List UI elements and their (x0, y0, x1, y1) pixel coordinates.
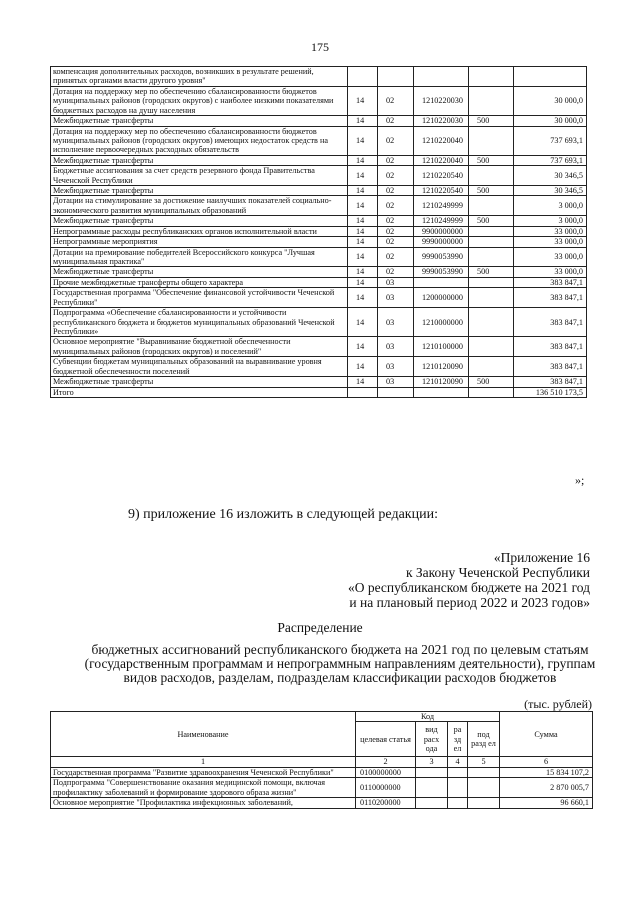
table-row: Межбюджетные трансферты 14 02 1210220040 500 737 693,1 (51, 155, 587, 165)
row-name: компенсация дополнительных расходов, возникших в результате решений, принятых органами власти другого уровня" (51, 67, 348, 87)
table-row: Дотации на премирование победителей Всероссийского конкурса "Лучшая муниципальная практика" 14 02 9990053990 33 000,0 (51, 247, 587, 267)
distribution-table (50, 711, 593, 809)
document-subtitle: бюджетных ассигнований республиканского бюджета на 2021 год по целевым статьям (государственным программам и непрограммным направлениям деятельности), группам видов расходов, разделам, подразделам классификации расходов бюджетов (84, 642, 596, 686)
row-name: Подпрограмма «Обеспечение сбалансированности и устойчивости республиканского бюджета и бюджетов муниципальных образований Чеченской Республики» (51, 308, 348, 337)
table-row: Субвенции бюджетам муниципальных образований на выравнивание уровня бюджетной обеспеченности поселений 14 03 1210120090 383 847,1 (51, 357, 587, 377)
page-number: 175 (311, 40, 329, 54)
units-label: (тыс. рублей) (524, 697, 592, 711)
row-name: Межбюджетные трансферты (51, 377, 348, 387)
row-name: Дотация на поддержку мер по обеспечению сбалансированности бюджетов муниципальных районов (городских округов) с наиболее низкими показателями бюджетных расходов на душу населения (51, 86, 348, 115)
table-row: Межбюджетные трансферты 14 02 1210249999 500 3 000,0 (51, 216, 587, 226)
row-name: Основное мероприятие "Профилактика инфекционных заболеваний, (51, 798, 356, 808)
header-code: Код (356, 712, 500, 722)
row-name: Основное мероприятие "Выравнивание бюджетной обеспеченности муниципальных районов (городских округов) и поселений" (51, 337, 348, 357)
table-header-row (51, 712, 593, 722)
header-sum: Сумма (500, 712, 593, 757)
row-name: Межбюджетные трансферты (51, 155, 348, 165)
appendix-line: «Приложение 16 (493, 550, 590, 565)
table-row: Государственная программа "Обеспечение финансовой устойчивости Чеченской Республики" 14 03 1200000000 383 847,1 (51, 288, 587, 308)
budget-table-continued (50, 66, 587, 398)
row-name: Межбюджетные трансферты (51, 116, 348, 126)
table-row: Дотация на поддержку мер по обеспечению сбалансированности бюджетов муниципальных районов (городских округов) с наиболее низкими показателями бюджетных расходов на душу населения 14 02 1210220030 30 000,0 (51, 86, 587, 115)
table-row: Межбюджетные трансферты 14 03 1210120090 500 383 847,1 (51, 377, 587, 387)
table-row (51, 67, 587, 87)
table-row: Государственная программа "Развитие здравоохранения Чеченской Республики" 0100000000 15 834 107,2 (51, 767, 593, 777)
row-name: Прочие межбюджетные трансферты общего характера (51, 277, 348, 287)
row-name: Межбюджетные трансферты (51, 186, 348, 196)
row-name: Итого (51, 387, 348, 397)
table-row: Дотация на поддержку мер по обеспечению сбалансированности бюджетов муниципальных районов (городских округов) имеющих недостаток средств на исполнение первоочередных расходных обязательств 14 02 1210220040 737 693,1 (51, 126, 587, 155)
appendix-line: к Закону Чеченской Республики (405, 565, 590, 581)
table-row: Межбюджетные трансферты 14 02 1210220540 500 30 346,5 (51, 186, 587, 196)
table-total-row: Итого 136 510 173,5 (51, 387, 587, 397)
header-name: Наименование (51, 712, 356, 757)
appendix-line: «О республиканском бюджете на 2021 год (347, 580, 590, 596)
row-name: Межбюджетные трансферты (51, 267, 348, 277)
row-name: Бюджетные ассигнования за счет средств резервного фонда Правительства Чеченской Республики (51, 166, 348, 186)
document-heading: Распределение (277, 620, 363, 635)
row-name: Подпрограмма "Совершенствование оказания медицинской помощи, включая профилактику заболеваний и формирование здорового образа жизни" (51, 778, 356, 798)
header-pr: под разд ел (468, 722, 500, 757)
header-csr: целевая статья (356, 722, 416, 757)
row-name: Непрограммные расходы республиканских органов исполнительной власти (51, 226, 348, 236)
table-row: Прочие межбюджетные трансферты общего характера 14 03 383 847,1 (51, 277, 587, 287)
table-row: Основное мероприятие "Выравнивание бюджетной обеспеченности муниципальных районов (городских округов) и поселений" 14 03 1210100000 383 847,1 (51, 337, 587, 357)
table-numbering-row: 1 2 3 4 5 6 (51, 757, 593, 767)
table-row: Непрограммные расходы республиканских органов исполнительной власти 14 02 9900000000 33 000,0 (51, 226, 587, 236)
row-name: Государственная программа "Развитие здравоохранения Чеченской Республики" (51, 767, 356, 777)
row-name: Субвенции бюджетам муниципальных образований на выравнивание уровня бюджетной обеспеченности поселений (51, 357, 348, 377)
header-rz: ра зд ел (448, 722, 468, 757)
table-row: Подпрограмма "Совершенствование оказания медицинской помощи, включая профилактику заболеваний и формирование здорового образа жизни" 0110000000 2 870 005,7 (51, 778, 593, 798)
header-vr: вид расх ода (416, 722, 448, 757)
row-name: Дотации на премирование победителей Всероссийского конкурса "Лучшая муниципальная практика" (51, 247, 348, 267)
table-row: Межбюджетные трансферты 14 02 1210220030 500 30 000,0 (51, 116, 587, 126)
row-name: Государственная программа "Обеспечение финансовой устойчивости Чеченской Республики" (51, 288, 348, 308)
row-name: Непрограммные мероприятия (51, 237, 348, 247)
row-name: Межбюджетные трансферты (51, 216, 348, 226)
appendix-header (170, 550, 590, 610)
row-name: Дотации на стимулирование за достижение наилучших показателей социально-экономического развития муниципальных образований (51, 196, 348, 216)
row-name: Дотация на поддержку мер по обеспечению сбалансированности бюджетов муниципальных районов (городских округов) имеющих недостаток средств на исполнение первоочередных расходных обязательств (51, 126, 348, 155)
closing-quote: »; (575, 473, 585, 487)
table-row: Основное мероприятие "Профилактика инфекционных заболеваний, 0110200000 96 660,1 (51, 798, 593, 808)
table-row: Непрограммные мероприятия 14 02 9990000000 33 000,0 (51, 237, 587, 247)
table-row: Дотации на стимулирование за достижение наилучших показателей социально-экономического развития муниципальных образований 14 02 1210249999 3 000,0 (51, 196, 587, 216)
appendix-line: и на плановый период 2022 и 2023 годов» (349, 595, 590, 611)
table-row: Межбюджетные трансферты 14 02 9990053990 500 33 000,0 (51, 267, 587, 277)
table-row: Бюджетные ассигнования за счет средств резервного фонда Правительства Чеченской Республики 14 02 1210220540 30 346,5 (51, 166, 587, 186)
item-9-text: 9) приложение 16 изложить в следующей редакции: (128, 507, 438, 522)
table-row: Подпрограмма «Обеспечение сбалансированности и устойчивости республиканского бюджета и бюджетов муниципальных образований Чеченской Республики» 14 03 1210000000 383 847,1 (51, 308, 587, 337)
